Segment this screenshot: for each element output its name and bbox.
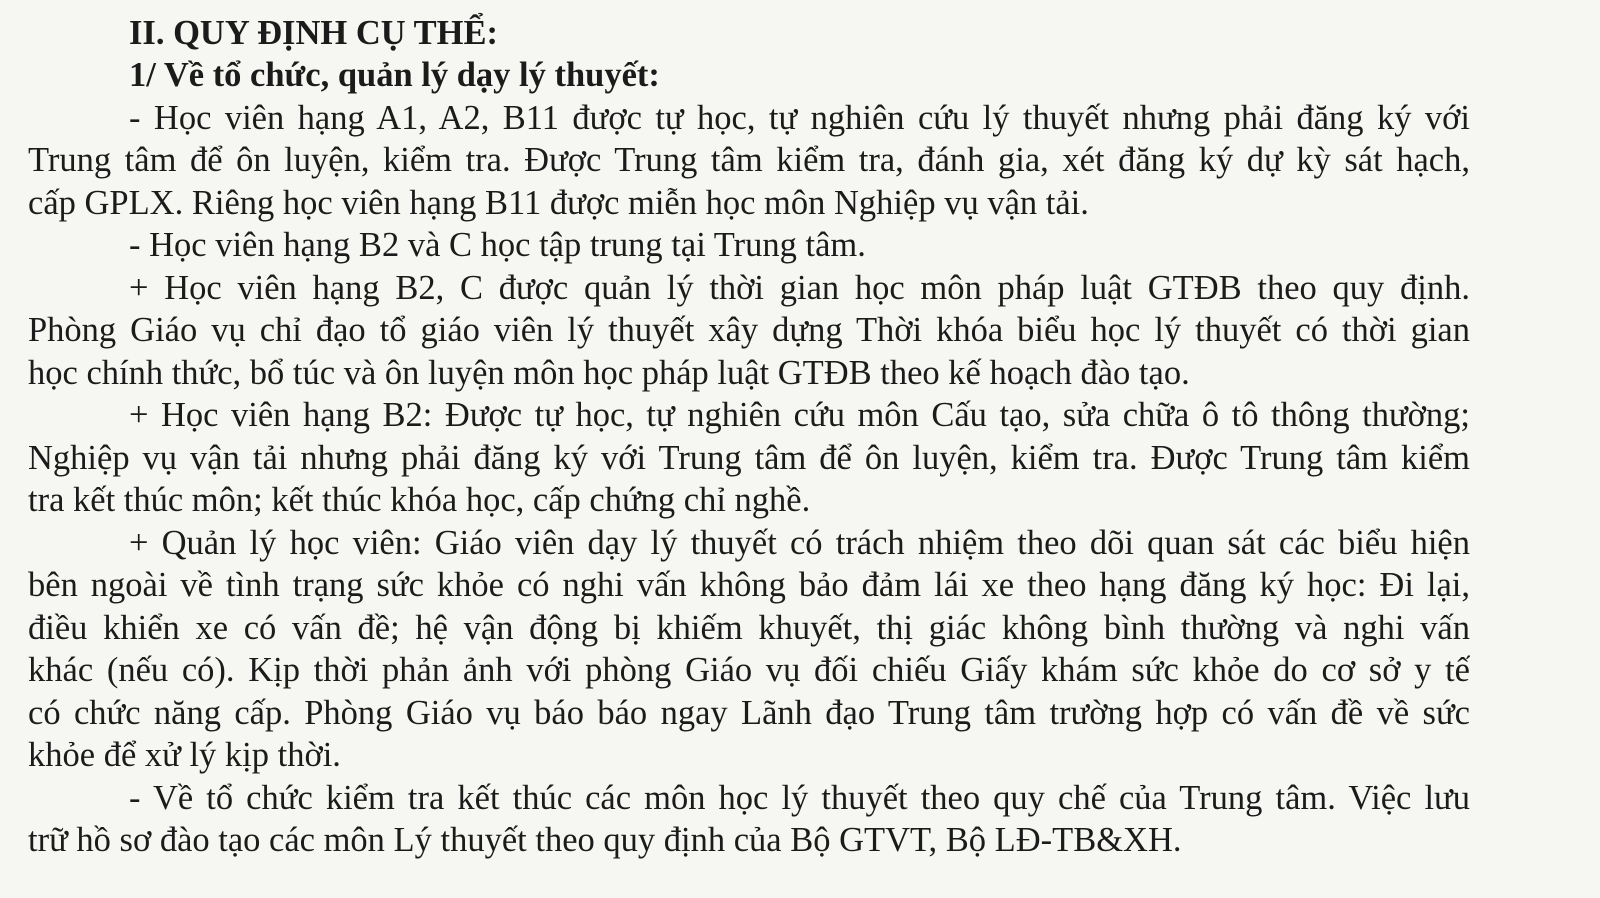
paragraph-line: bên ngoài về tình trạng sức khỏe có nghi vấn không bảo đảm lái xe theo hạng đăng ký học: Đi lại, [28,566,1470,604]
paragraph-line: Phòng Giáo vụ chỉ đạo tổ giáo viên lý thuyết xây dựng Thời khóa biểu học lý thuyết có thời gian [28,311,1470,349]
paragraph-line: - Học viên hạng B2 và C học tập trung tại Trung tâm. [129,226,866,264]
paragraph-line: - Học viên hạng A1, A2, B11 được tự học, tự nghiên cứu lý thuyết nhưng phải đăng ký với [129,99,1470,137]
paragraph-line: khác (nếu có). Kịp thời phản ảnh với phòng Giáo vụ đối chiếu Giấy khám sức khỏe do cơ sở y tế [28,651,1470,689]
paragraph-line: + Học viên hạng B2: Được tự học, tự nghiên cứu môn Cấu tạo, sửa chữa ô tô thông thường; [129,396,1470,434]
paragraph-line: có chức năng cấp. Phòng Giáo vụ báo báo ngay Lãnh đạo Trung tâm trường hợp có vấn đề về sức [28,694,1470,732]
paragraph-line: Trung tâm để ôn luyện, kiểm tra. Được Trung tâm kiểm tra, đánh gia, xét đăng ký dự kỳ sát hạch, [28,141,1470,179]
paragraph-line: trữ hồ sơ đào tạo các môn Lý thuyết theo quy định của Bộ GTVT, Bộ LĐ-TB&XH. [28,821,1182,859]
paragraph-line: Nghiệp vụ vận tải nhưng phải đăng ký với Trung tâm để ôn luyện, kiểm tra. Được Trung tâm kiểm [28,439,1470,477]
paragraph-line: khỏe để xử lý kịp thời. [28,736,341,774]
paragraph-line: cấp GPLX. Riêng học viên hạng B11 được miễn học môn Nghiệp vụ vận tải. [28,184,1089,222]
paragraph-line: tra kết thúc môn; kết thúc khóa học, cấp chứng chỉ nghề. [28,481,811,519]
subsection-heading: 1/ Về tổ chức, quản lý dạy lý thuyết: [129,56,660,94]
section-heading: II. QUY ĐỊNH CỤ THỂ: [129,14,499,52]
paragraph-line: học chính thức, bổ túc và ôn luyện môn học pháp luật GTĐB theo kế hoạch đào tạo. [28,354,1190,392]
paragraph-line: - Về tổ chức kiểm tra kết thúc các môn học lý thuyết theo quy chế của Trung tâm. Việc lưu [129,779,1470,817]
paragraph-line: điều khiển xe có vấn đề; hệ vận động bị khiếm khuyết, thị giác không bình thường và nghi vấn [28,609,1470,647]
paragraph-line: + Quản lý học viên: Giáo viên dạy lý thuyết có trách nhiệm theo dõi quan sát các biểu hiện [129,524,1470,562]
paragraph-line: + Học viên hạng B2, C được quản lý thời gian học môn pháp luật GTĐB theo quy định. [129,269,1470,307]
